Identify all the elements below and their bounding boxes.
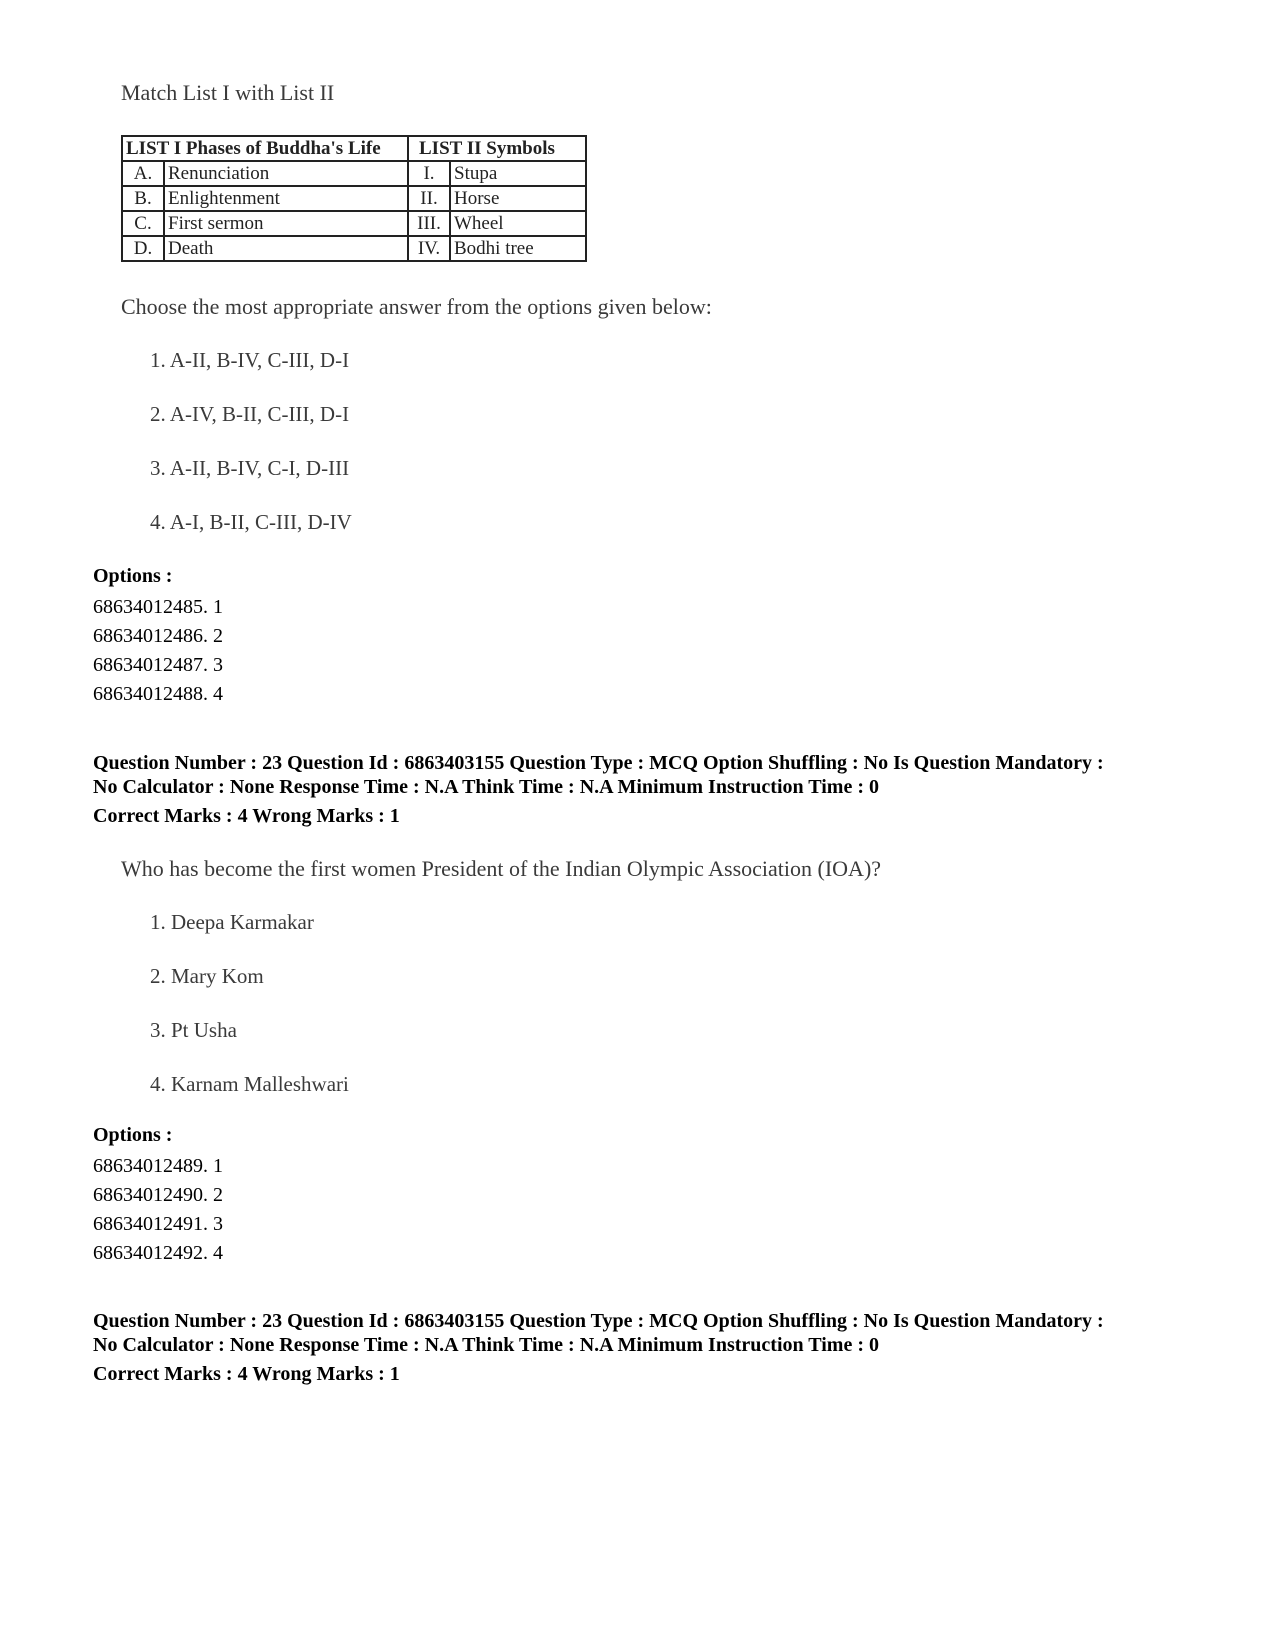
- choice-1: 1. Deepa Karmakar: [150, 910, 314, 934]
- match-table: [121, 135, 587, 262]
- list2-header: LIST II Symbols: [408, 136, 586, 161]
- table-row: [122, 161, 586, 186]
- row-num: I.: [408, 161, 450, 186]
- row-phase: Enlightenment: [164, 186, 408, 211]
- option-id: 68634012491. 3: [93, 1213, 223, 1235]
- choice-3: 3. Pt Usha: [150, 1018, 237, 1042]
- question-prompt: Who has become the first women President of the Indian Olympic Association (IOA)?: [121, 856, 882, 881]
- match-table-header: [122, 136, 586, 161]
- row-symbol: Wheel: [450, 211, 586, 236]
- choice-2: 2. Mary Kom: [150, 964, 264, 988]
- row-num: II.: [408, 186, 450, 211]
- marks-line: Correct Marks : 4 Wrong Marks : 1: [93, 1363, 400, 1385]
- row-symbol: Stupa: [450, 161, 586, 186]
- option-id: 68634012486. 2: [93, 625, 223, 647]
- options-title: Options :: [93, 1124, 173, 1146]
- option-id: 68634012490. 2: [93, 1184, 223, 1206]
- choice-3: 3. A-II, B-IV, C-I, D-III: [150, 456, 350, 480]
- meta-line-2: No Calculator : None Response Time : N.A Think Time : N.A Minimum Instruction Time : 0: [93, 1334, 879, 1356]
- row-phase: Death: [164, 236, 408, 261]
- options-list: [93, 593, 223, 709]
- table-row: [122, 236, 586, 261]
- row-phase: First sermon: [164, 211, 408, 236]
- options-list: [93, 1152, 223, 1268]
- row-key: B.: [122, 186, 164, 211]
- choice-4: 4. A-I, B-II, C-III, D-IV: [150, 510, 352, 534]
- meta-line-1: Question Number : 23 Question Id : 6863403155 Question Type : MCQ Option Shuffling : No Is Question Mandatory :: [93, 752, 1104, 774]
- choose-instruction: Choose the most appropriate answer from the options given below:: [121, 294, 712, 319]
- option-id: 68634012488. 4: [93, 683, 223, 705]
- match-prompt: Match List I with List II: [121, 80, 335, 105]
- choice-4: 4. Karnam Malleshwari: [150, 1072, 349, 1096]
- row-key: C.: [122, 211, 164, 236]
- table-row: [122, 211, 586, 236]
- marks-line: Correct Marks : 4 Wrong Marks : 1: [93, 805, 400, 827]
- option-id: 68634012487. 3: [93, 654, 223, 676]
- row-key: A.: [122, 161, 164, 186]
- question-meta: [93, 751, 1104, 799]
- row-num: III.: [408, 211, 450, 236]
- option-id: 68634012485. 1: [93, 596, 223, 618]
- option-id: 68634012492. 4: [93, 1242, 223, 1264]
- row-phase: Renunciation: [164, 161, 408, 186]
- choice-1: 1. A-II, B-IV, C-III, D-I: [150, 348, 350, 372]
- row-symbol: Bodhi tree: [450, 236, 586, 261]
- question-meta: [93, 1309, 1104, 1357]
- choice-2: 2. A-IV, B-II, C-III, D-I: [150, 402, 350, 426]
- options-title: Options :: [93, 565, 173, 587]
- option-id: 68634012489. 1: [93, 1155, 223, 1177]
- table-row: [122, 186, 586, 211]
- list1-header: LIST I Phases of Buddha's Life: [122, 136, 408, 161]
- row-key: D.: [122, 236, 164, 261]
- row-symbol: Horse: [450, 186, 586, 211]
- meta-line-2: No Calculator : None Response Time : N.A Think Time : N.A Minimum Instruction Time : 0: [93, 776, 879, 798]
- meta-line-1: Question Number : 23 Question Id : 6863403155 Question Type : MCQ Option Shuffling : No Is Question Mandatory :: [93, 1310, 1104, 1332]
- row-num: IV.: [408, 236, 450, 261]
